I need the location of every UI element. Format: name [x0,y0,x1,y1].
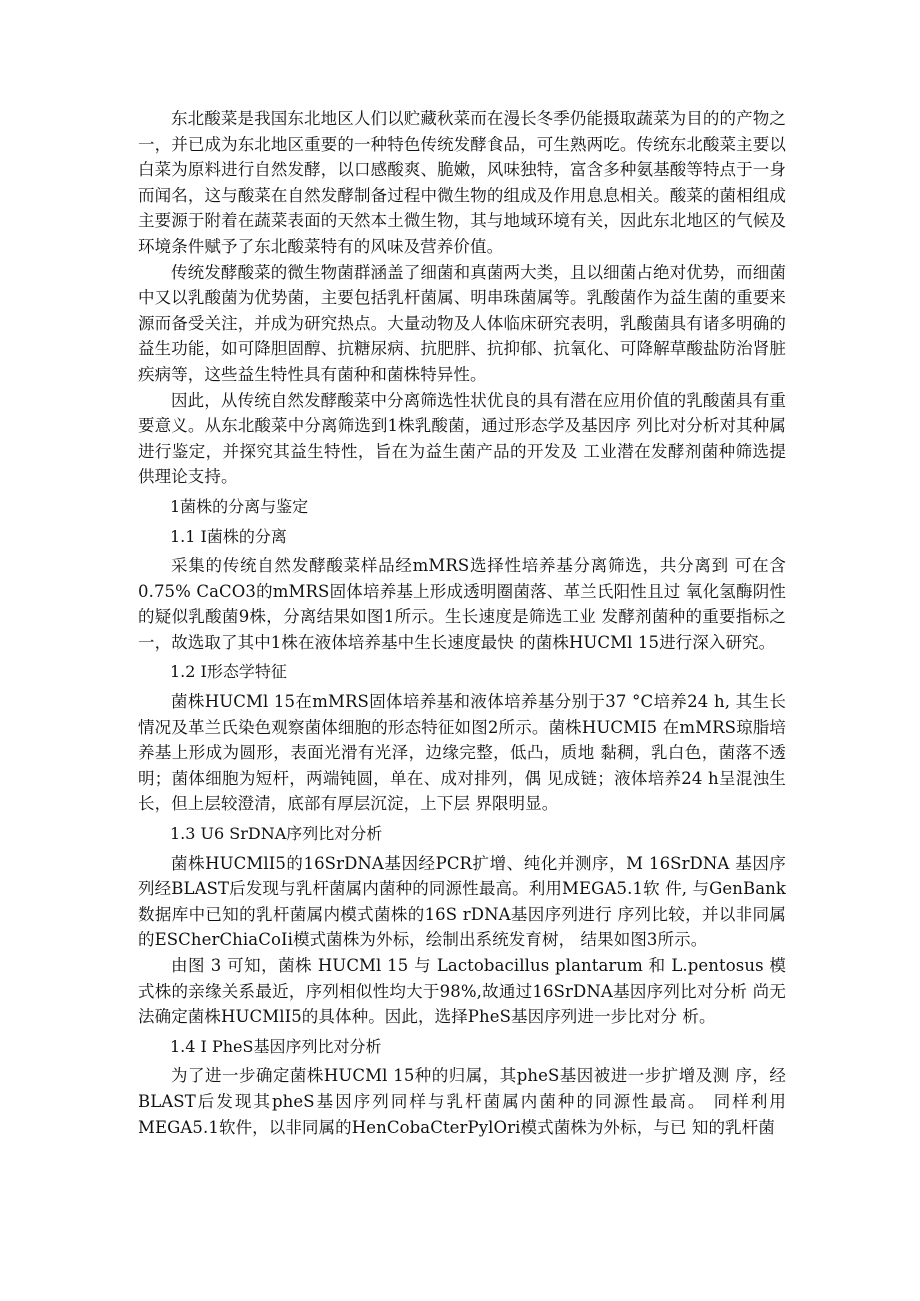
section-heading-1: 1菌株的分离与鉴定 [170,496,309,516]
section-heading-1-3: 1.3 U6 SrDNA序列比对分析 [170,824,383,844]
paragraph-significance: 因此，从传统自然发酵酸菜中分离筛选性状优良的具有潜在应用价值的乳酸菌具有重要意义。从东北酸菜中分离筛选到1株乳酸菌，通过形态学及基因序 列比对分析对其种属进行鉴定，并探究其益生特性，旨在为益生菌产品的开发及 工业潜在发酵剂菌种筛选提供理论支持。 [138,390,786,487]
paragraph-morphology: 菌株HUCMl 15在mMRS固体培养基和液体培养基分别于37 °C培养24 h, 其生长情况及革兰氏染色观察菌体细胞的形态特征如图2所示。菌株HUCMI5 在mMRS琼脂培养基上形成为圆形，表面光滑有光泽，边缘完整，低凸，质地 黏稠，乳白色，菌落不透明；菌体细胞为短杆，两端钝圆，单在、成对排列，偶 见成链；液体培养24 h呈混浊生长，但上层较澄清，底部有厚层沉淀，上下层 界限明显。 [138,692,786,814]
paragraph-isolation: 采集的传统自然发酵酸菜样品经mMRS选择性培养基分离筛选，共分离到 可在含0.75% CaCO3的mMRS固体培养基上形成透明圈菌落、革兰氏阳性且过 氧化氢酶阴性的疑似乳酸菌9株，分离结果如图1所示。生长速度是筛选工业 发酵剂菌种的重要指标之一，故选取了其中1株在液体培养基中生长速度最快 的菌株HUCMl 15进行深入研究。 [138,556,786,652]
section-heading-1-1: 1.1 I菌株的分离 [170,526,287,546]
paragraph-phes-analysis: 为了进一步确定菌株HUCMl 15种的归属，其pheS基因被进一步扩增及测 序，经BLAST后发现其pheS基因序列同样与乳杆菌属内菌种的同源性最高。 同样利用MEGA5.1软件，以非同属的HenCobaCterPylOri模式菌株为外标，与已 知的乳杆菌 [138,1066,786,1137]
paragraph-16s-result: 由图 3 可知，菌株 HUCMl 15 与 Lactobacillus plantarum 和 L.pentosus 模式株的亲缘关系最近，序列相似性均大于98%,故通过16SrDNA基因序列比对分析 尚无法确定菌株HUCMlI5的具体种。因此，选择PheS基因序列进一步比对分 析。 [138,956,786,1027]
section-heading-1-4: 1.4 I PheS基因序列比对分析 [170,1036,382,1056]
paragraph-intro: 东北酸菜是我国东北地区人们以贮藏秋菜而在漫长冬季仍能摄取蔬菜为目的的产物之一，并已成为东北地区重要的一种特色传统发酵食品，可生熟两吃。传统东北酸菜主要以白菜为原料进行自然发酵，以口感酸爽、脆嫩，风味独特，富含多种氨基酸等特点于一身而闻名，这与酸菜在自然发酵制备过程中微生物的组成及作用息息相关。酸菜的菌相组成主要源于附着在蔬菜表面的天然本土微生物，其与地域环境有关，因此东北地区的气候及环境条件赋予了东北酸菜特有的风味及营养价值。 [138,109,786,256]
document-body [138,106,786,1140]
paragraph-microbiota: 传统发酵酸菜的微生物菌群涵盖了细菌和真菌两大类，且以细菌占绝对优势，而细菌中又以乳酸菌为优势菌，主要包括乳杆菌属、明串珠菌属等。乳酸菌作为益生菌的重要来源而备受关注，并成为研究热点。大量动物及人体临床研究表明，乳酸菌具有诸多明确的益生功能，如可降胆固醇、抗糖尿病、抗肥胖、抗抑郁、抗氧化、可降解草酸盐防治肾脏疾病等，这些益生特性具有菌种和菌株特异性。 [138,262,786,384]
paragraph-16s-analysis: 菌株HUCMlI5的16SrDNA基因经PCR扩增、纯化并测序，M 16SrDNA 基因序列经BLAST后发现与乳杆菌属内菌种的同源性最高。利用MEGA5.1软 件, 与GenBank数据库中已知的乳杆菌属内模式菌株的16S rDNA基因序列进行 序列比较，并以非同属的ESCherChiaCoIi模式菌株为外标，绘制出系统发育树， 结果如图3所示。 [138,853,786,950]
section-heading-1-2: 1.2 I形态学特征 [170,662,287,682]
